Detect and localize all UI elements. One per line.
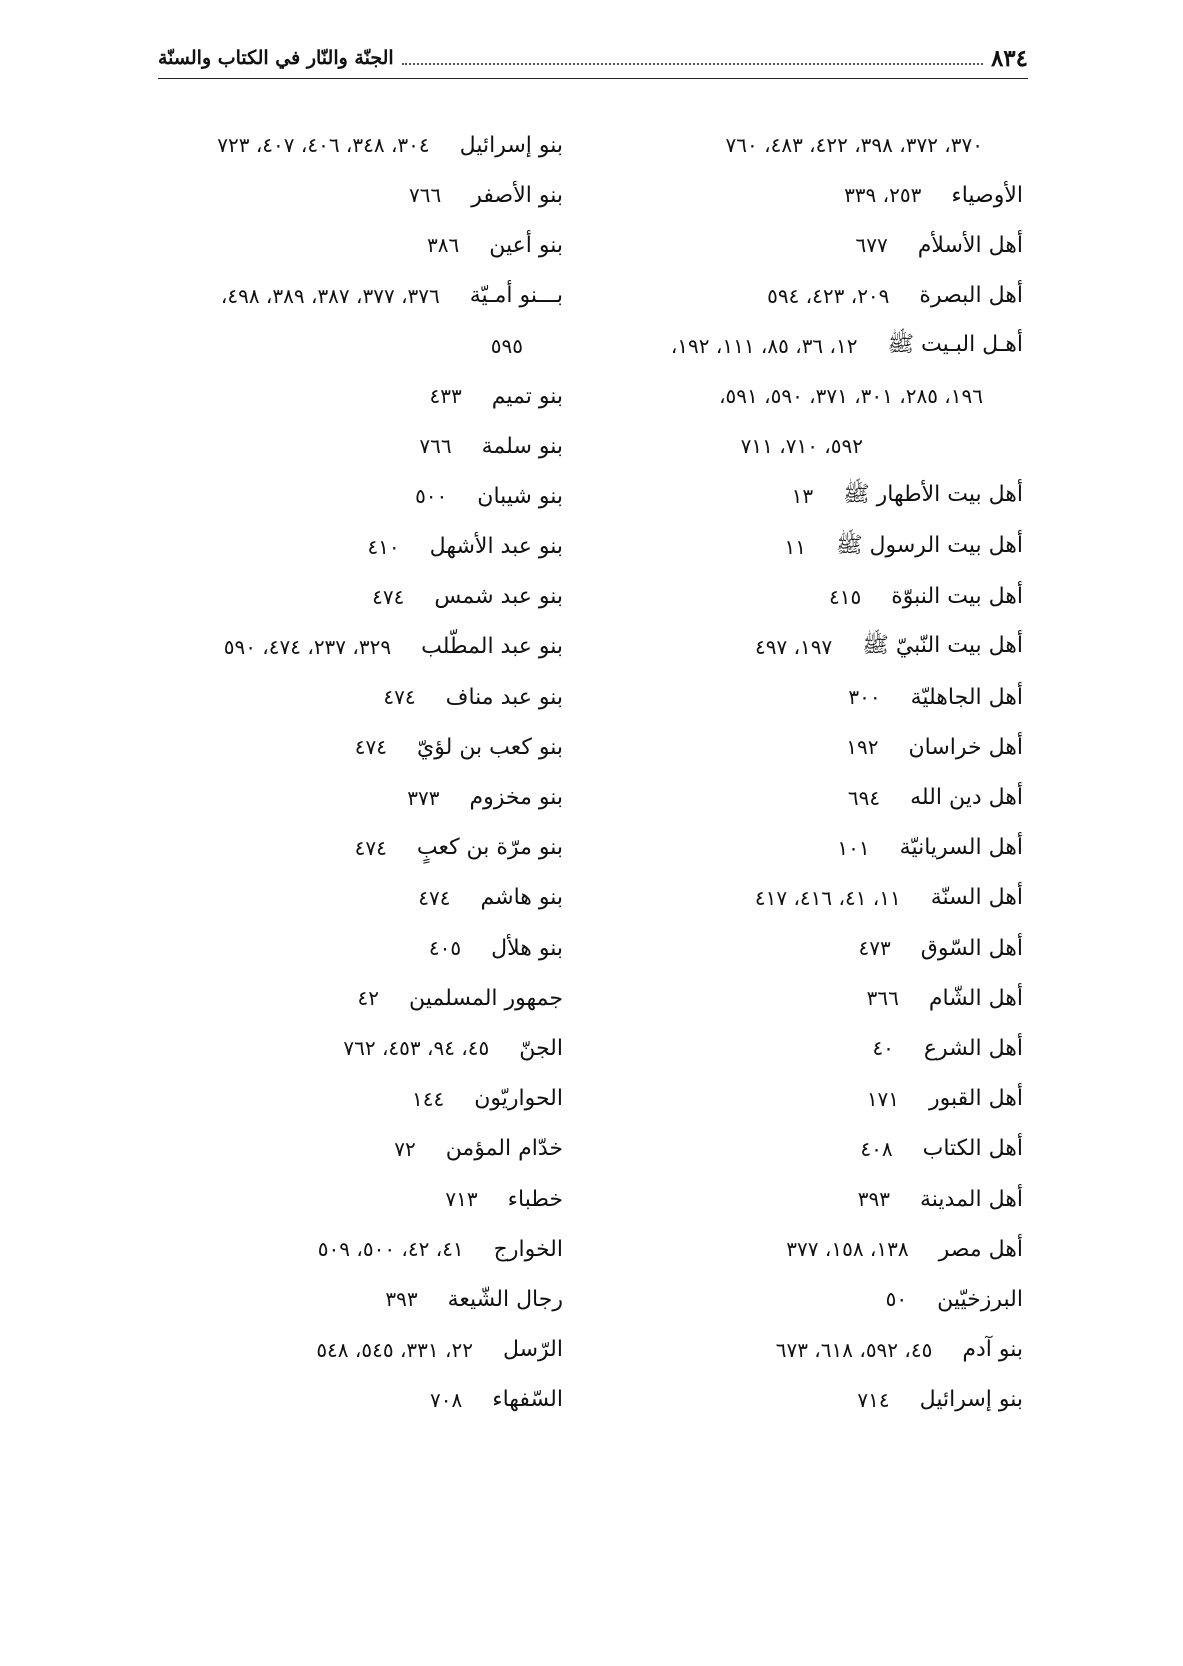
entry-pages: ٣٨٦: [427, 233, 460, 258]
index-entry: [83, 1124, 563, 1174]
entry-term: البرزخيّين: [937, 1286, 1023, 1312]
index-entry: [583, 622, 1023, 672]
entry-pages: ٧١٤: [857, 1387, 890, 1412]
entry-term: أهل الشّام: [928, 985, 1023, 1011]
entry-pages: ٦٩٤: [847, 785, 881, 810]
entry-pages: ٤٧٤: [354, 735, 388, 760]
entry-term: السّفهاء: [492, 1387, 563, 1413]
index-entry: [583, 572, 1023, 622]
index-entry: [83, 823, 563, 873]
entry-term: أهل بيت الأطهار ﷺ: [843, 482, 1023, 508]
index-entry: [583, 1224, 1023, 1274]
index-entry: [583, 471, 1023, 521]
entry-term: أهل السريانيّة: [899, 835, 1023, 861]
entry-term: الحواريّون: [474, 1086, 563, 1112]
index-entry: [583, 923, 1023, 973]
entry-pages: ١٣: [791, 484, 814, 509]
index-entry: [583, 823, 1023, 873]
entry-pages: ٧٢: [394, 1136, 416, 1161]
index-entry: [583, 220, 1023, 270]
entry-term: أهل السّوق: [920, 935, 1023, 961]
entry-pages: ٢٢، ٣٣١، ٥٤٥، ٥٤٨: [316, 1337, 473, 1362]
entry-term: أهل البصرة: [919, 283, 1023, 309]
entry-term: بنو إسرائيل: [919, 1387, 1023, 1413]
entry-term: أهل الكتاب: [922, 1136, 1023, 1162]
entry-pages: ٣٢٩، ٢٣٧، ٤٧٤، ٥٩٠: [223, 634, 392, 659]
entry-term: بنو كعب بن لؤيّ: [417, 734, 563, 760]
entry-pages: ١١، ٤١، ٤١٦، ٤١٧: [754, 885, 901, 910]
entry-pages: ٤٧٤: [418, 885, 451, 910]
entry-pages: ٤٠: [872, 1036, 894, 1061]
entry-term: بنو عبد مناف: [445, 684, 563, 710]
entry-pages: ٤٠٨: [860, 1136, 893, 1161]
index-entry: [83, 772, 563, 822]
entry-pages: ٦٧٧: [855, 233, 888, 258]
running-title: الجنّة والنّار في الكتاب والسنّة: [158, 47, 394, 69]
index-entry: [83, 873, 563, 923]
entry-pages: ٤٠٥: [428, 936, 462, 961]
entry-pages: ١٩٢: [846, 735, 879, 760]
entry-pages: ٣٩٣: [857, 1187, 890, 1212]
index-entry: [583, 1274, 1023, 1324]
index-entry: [583, 973, 1023, 1023]
index-entry: [583, 772, 1023, 822]
entry-pages: ٢٠٩، ٤٢٣، ٥٩٤: [767, 283, 890, 308]
entry-pages: ٤٧٤: [383, 685, 416, 710]
entry-pages: ٧٦٦: [409, 183, 442, 208]
entry-pages: ٤٥، ٥٩٢، ٦١٨، ٦٧٣: [775, 1337, 933, 1362]
index-entry: [583, 722, 1023, 772]
index-entry: [83, 522, 563, 572]
entry-term: أهل الأسلأم: [917, 232, 1023, 258]
index-entry: [583, 873, 1023, 923]
index-entry: [83, 120, 563, 170]
index-entry: [583, 271, 1023, 321]
entry-term: بنو هلأل: [491, 935, 563, 961]
entry-pages: ٥٠: [885, 1287, 908, 1312]
index-entry: [83, 220, 563, 270]
entry-pages: ٧٠٨: [430, 1387, 463, 1412]
entry-pages: ٣٩٣: [385, 1287, 418, 1312]
index-entry: [583, 1174, 1023, 1224]
index-entry: [83, 622, 563, 672]
entry-pages: ٤٣٣: [429, 384, 462, 409]
index-entry: [83, 170, 563, 220]
entry-pages: ٣٧٣: [407, 785, 440, 810]
entry-pages: ٥٠٠: [415, 484, 448, 509]
entry-pages: ١٢، ٣٦، ٨٥، ١١١، ١٩٢،: [670, 333, 858, 358]
entry-pages: ٤١٠: [367, 534, 400, 559]
entry-term: أهل مصر: [938, 1236, 1023, 1262]
index-column-left: [83, 120, 563, 1425]
index-entry: [83, 923, 563, 973]
entry-pages: ١٩٧، ٤٩٧: [754, 634, 833, 659]
index-entry: [83, 1325, 563, 1375]
entry-pages: ٥٩٥: [490, 333, 523, 358]
index-entry: [83, 572, 563, 622]
entry-term: أهل القبور: [929, 1086, 1023, 1112]
entry-pages: ١٧١: [866, 1086, 900, 1111]
entry-term: الأوصياء: [951, 182, 1023, 208]
entry-pages: ٤٧٤: [354, 835, 387, 860]
index-entry: [83, 371, 563, 421]
entry-term: بنو الأصفر: [471, 182, 563, 208]
entry-pages: ٧٦٦: [419, 434, 452, 459]
entry-pages: ٤٧٣: [858, 936, 891, 961]
entry-term: أهل بيت الرسول ﷺ: [835, 532, 1023, 558]
entry-term: بنو هاشم: [480, 885, 563, 911]
entry-term: بنو سلمة: [481, 433, 563, 459]
index-entry-continuation: [583, 120, 1023, 170]
entry-term: بنو آدم: [962, 1337, 1023, 1363]
entry-pages: ١١: [784, 534, 806, 559]
entry-pages: ٣٧٠، ٣٧٢، ٣٩٨، ٤٢٢، ٤٨٣، ٧٦٠: [725, 133, 983, 158]
index-entry: [583, 522, 1023, 572]
entry-term: الجنّ: [519, 1035, 563, 1061]
entry-term: بنو مخزوم: [469, 785, 563, 811]
entry-term: أهل الجاهليّة: [910, 684, 1023, 710]
entry-pages: ٣٧٦، ٣٧٧، ٣٨٧، ٣٨٩، ٤٩٨،: [220, 283, 440, 308]
index-entry: [583, 1074, 1023, 1124]
entry-pages: ٣٠٠: [848, 685, 881, 710]
index-entry: [583, 170, 1023, 220]
entry-term: جمهور المسلمين: [409, 985, 563, 1011]
entry-pages: ٤٢: [357, 986, 379, 1011]
index-entry-continuation: [583, 421, 1023, 471]
index-entry: [83, 1274, 563, 1324]
entry-pages: ١٤٤: [412, 1086, 445, 1111]
entry-pages: ٧١٣: [445, 1187, 478, 1212]
entry-term: أهل المدينة: [919, 1186, 1023, 1212]
index-entry: [583, 1023, 1023, 1073]
entry-term: أهل دين الله: [910, 785, 1023, 811]
index-entry: [83, 471, 563, 521]
page-number: ٨٣٤: [990, 44, 1028, 72]
index-entry: [583, 1325, 1023, 1375]
index-entry: [83, 1074, 563, 1124]
entry-term: خطباء: [507, 1186, 563, 1212]
index-entry: [583, 672, 1023, 722]
entry-term: أهل الشرع: [923, 1035, 1023, 1061]
index-entry: [83, 421, 563, 471]
index-entry: [583, 321, 1023, 371]
entry-term: خدّام المؤمن: [445, 1136, 563, 1162]
index-entry: [83, 271, 563, 321]
index-entry: [83, 973, 563, 1023]
index-entry: [83, 1224, 563, 1274]
index-entry: [583, 1375, 1023, 1425]
entry-term: الرّسل: [502, 1337, 563, 1363]
index-column-right: [583, 120, 1023, 1425]
entry-term: أهل بيت النّبيّ ﷺ: [862, 632, 1023, 658]
entry-pages: ٣٠٤، ٣٤٨، ٤٠٦، ٤٠٧، ٧٢٣: [217, 133, 430, 158]
entry-term: بنو تميم: [491, 383, 563, 409]
entry-term: بنو عبد المطّلب: [421, 634, 563, 660]
entry-pages: ٢٥٣، ٣٣٩: [844, 183, 922, 208]
entry-term: أهل السنّة: [930, 885, 1023, 911]
entry-pages: ٤٥، ٩٤، ٤٥٣، ٧٦٢: [343, 1036, 490, 1061]
entry-pages: ١٣٨، ١٥٨، ٣٧٧: [786, 1237, 909, 1262]
entry-term: أهل بيت النبوّة: [891, 584, 1023, 610]
index-entry: [83, 1023, 563, 1073]
entry-term: الخوارج: [493, 1236, 563, 1262]
index-entry: [83, 672, 563, 722]
entry-pages: ٤١٥: [829, 584, 862, 609]
entry-pages: ٤٧٤: [372, 584, 405, 609]
entry-term: بنو عبد الأشهل: [429, 534, 563, 560]
dotted-leader: [402, 51, 983, 65]
entry-term: بـــنو أمـيّة: [469, 283, 563, 309]
index-entry: [583, 1124, 1023, 1174]
entry-pages: ١٩٦، ٢٨٥، ٣٠١، ٣٧١، ٥٩٠، ٥٩١،: [719, 384, 983, 409]
entry-term: بنو أعين: [489, 232, 563, 258]
entry-pages: ٥٩٢، ٧١٠، ٧١١: [740, 434, 863, 459]
entry-term: بنو عبد شمس: [434, 584, 563, 610]
index-entry: [83, 1174, 563, 1224]
entry-term: بنو مرّة بن كعبٍ: [416, 835, 563, 861]
index-entry: [83, 1375, 563, 1425]
index-entry: [83, 722, 563, 772]
entry-pages: ٣٦٦: [866, 986, 899, 1011]
entry-pages: ١٠١: [837, 835, 870, 860]
entry-term: رجال الشّيعة: [447, 1286, 563, 1312]
page-header: [158, 38, 1028, 79]
entry-term: أهـل البـيت ﷺ: [887, 331, 1023, 357]
index-entry-continuation: [83, 321, 563, 371]
entry-term: بنو إسرائيل: [459, 132, 563, 158]
index-entry-continuation: [583, 371, 1023, 421]
entry-term: أهل خراسان: [908, 734, 1023, 760]
entry-term: بنو شيبان: [477, 483, 563, 509]
entry-pages: ٤١، ٤٢، ٥٠٠، ٥٠٩: [317, 1237, 464, 1262]
